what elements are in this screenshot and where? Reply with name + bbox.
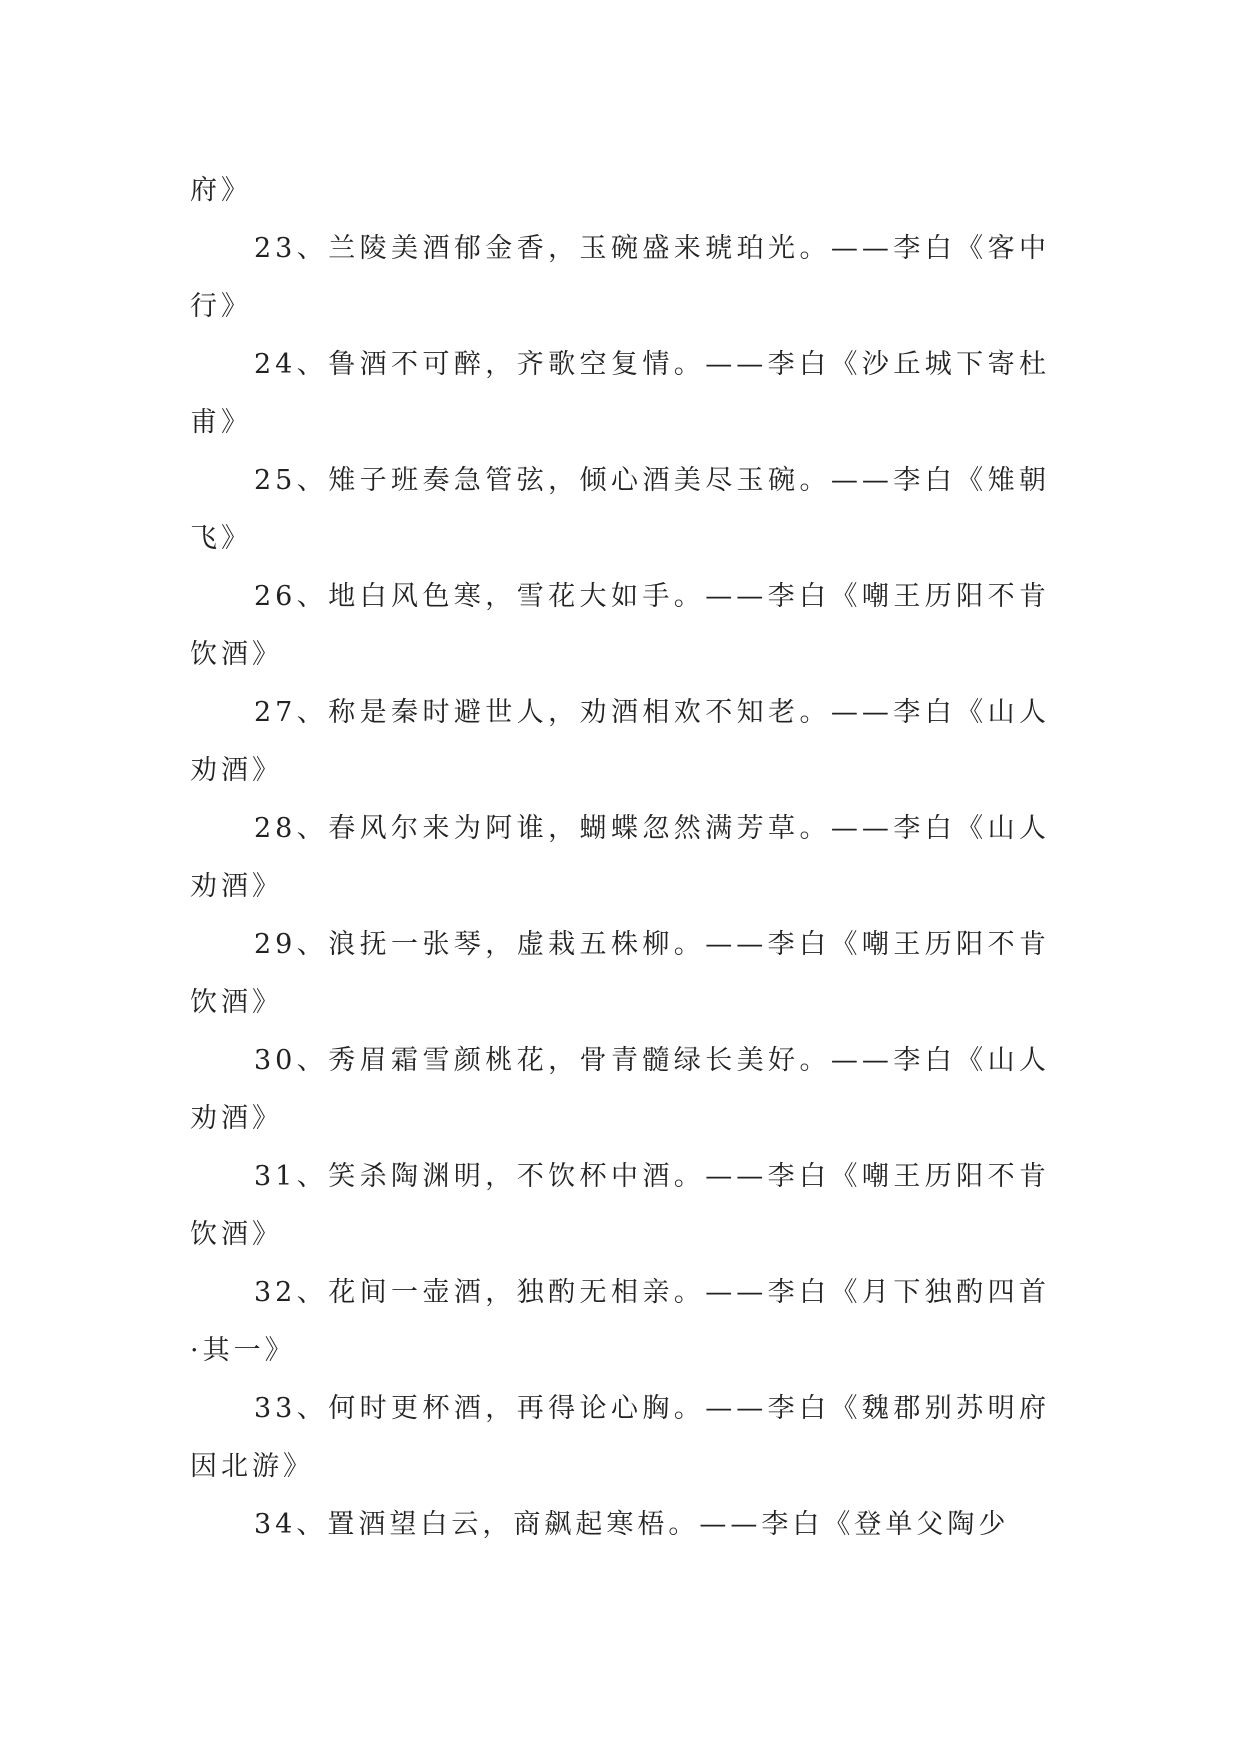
poem-line-27: 27、称是秦时避世人，劝酒相欢不知老。——李白《山人劝酒》 xyxy=(190,697,1050,786)
poem-line-23: 23、兰陵美酒郁金香，玉碗盛来琥珀光。——李白《客中行》 xyxy=(190,233,1050,322)
document-body xyxy=(190,162,1050,1554)
poem-line-31: 31、笑杀陶渊明，不饮杯中酒。——李白《嘲王历阳不肯饮酒》 xyxy=(190,1161,1050,1250)
poem-line-28: 28、春风尔来为阿谁，蝴蝶忽然满芳草。——李白《山人劝酒》 xyxy=(190,813,1050,902)
continuation-line: 府》 xyxy=(190,175,252,206)
poem-line-33: 33、何时更杯酒，再得论心胸。——李白《魏郡别苏明府因北游》 xyxy=(190,1393,1050,1482)
poem-line-32: 32、花间一壶酒，独酌无相亲。——李白《月下独酌四首·其一》 xyxy=(190,1277,1050,1366)
poem-line-30: 30、秀眉霜雪颜桃花，骨青髓绿长美好。——李白《山人劝酒》 xyxy=(190,1045,1050,1134)
poem-line-34: 34、置酒望白云，商飙起寒梧。——李白《登单父陶少 xyxy=(254,1509,1010,1540)
poem-line-26: 26、地白风色寒，雪花大如手。——李白《嘲王历阳不肯饮酒》 xyxy=(190,581,1050,670)
poem-line-25: 25、雉子班奏急管弦，倾心酒美尽玉碗。——李白《雉朝飞》 xyxy=(190,465,1050,554)
poem-line-24: 24、鲁酒不可醉，齐歌空复情。——李白《沙丘城下寄杜甫》 xyxy=(190,349,1050,438)
poem-line-29: 29、浪抚一张琴，虚栽五株柳。——李白《嘲王历阳不肯饮酒》 xyxy=(190,929,1050,1018)
